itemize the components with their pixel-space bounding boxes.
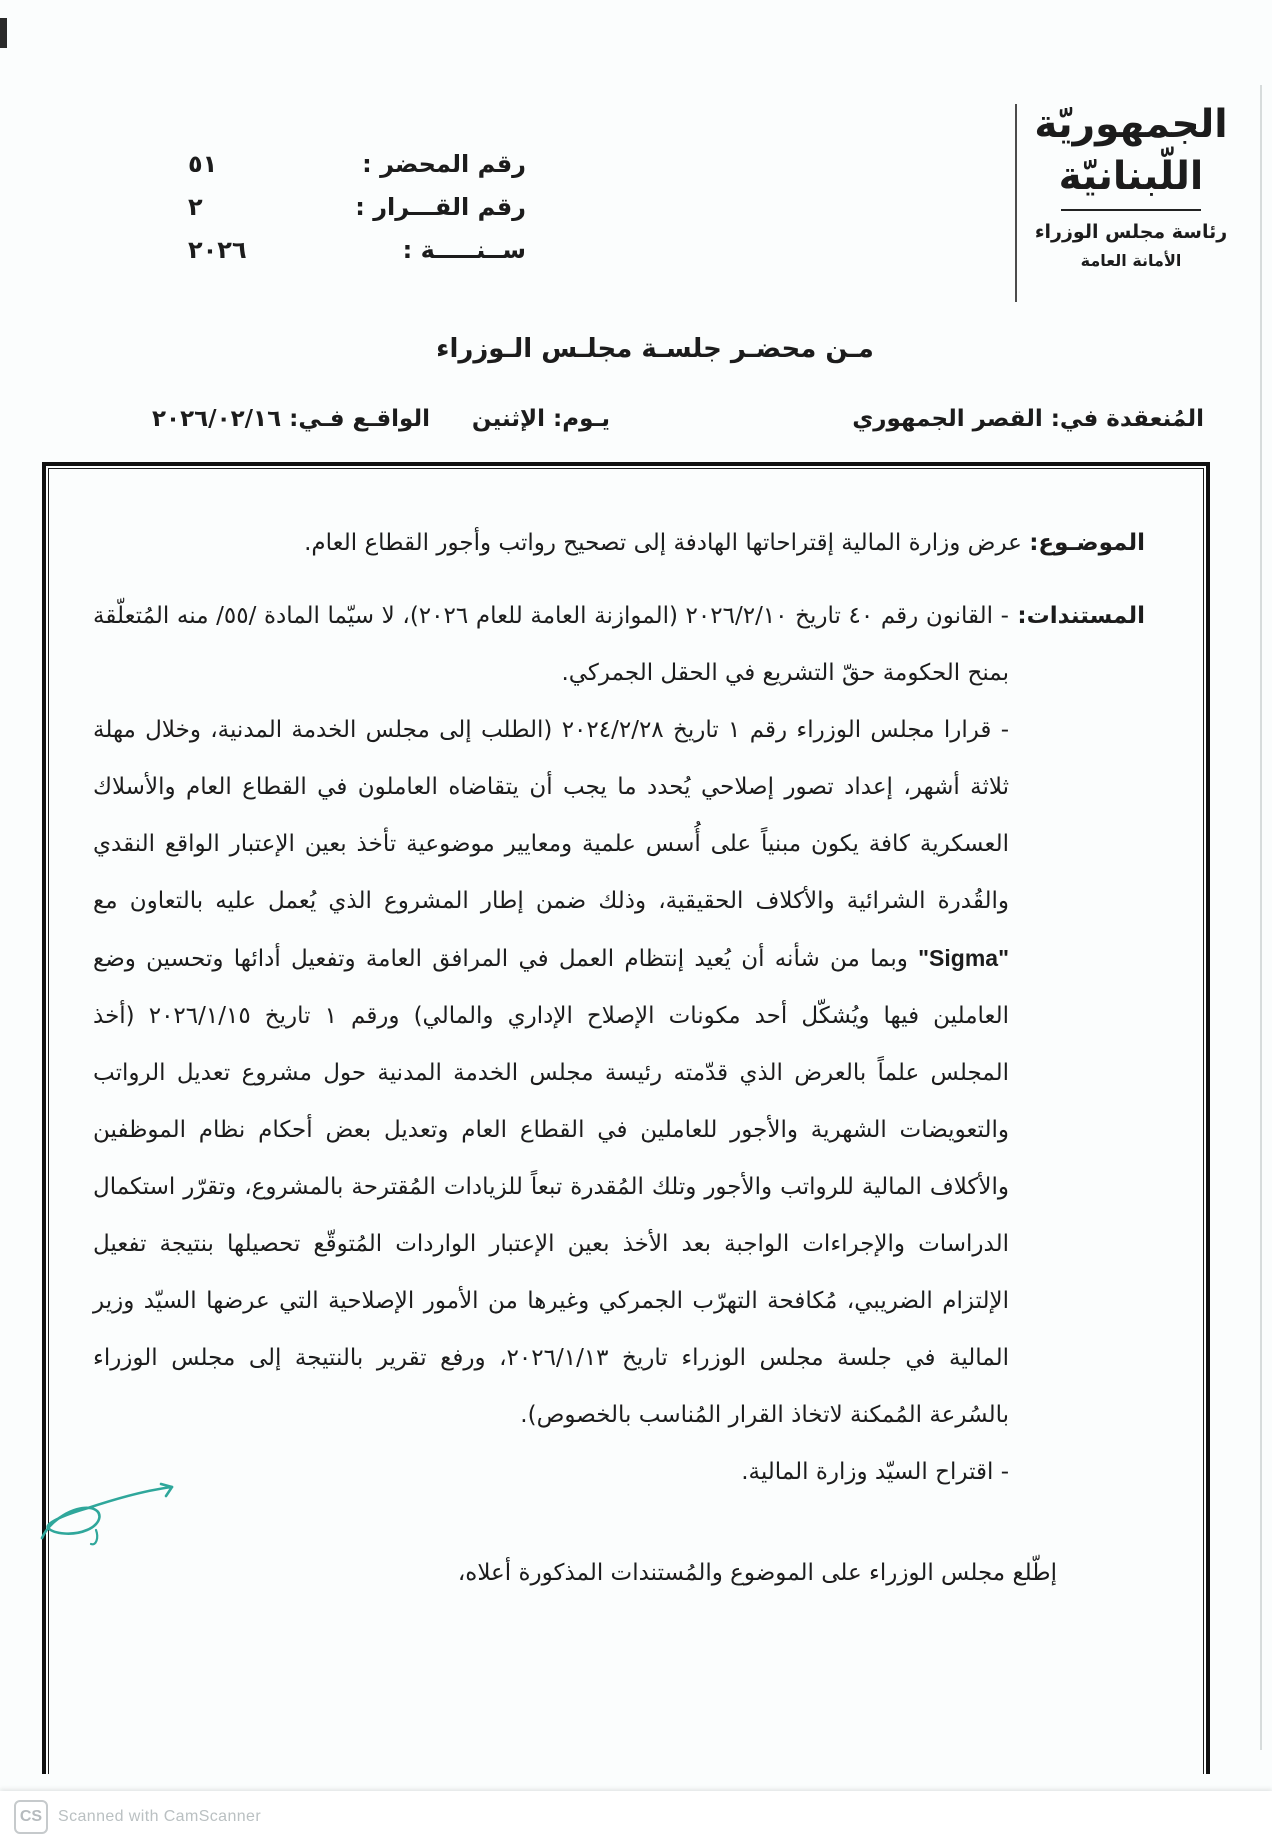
subject-label: الموضـوع:	[1029, 530, 1145, 556]
meeting-day-value: الإثنين	[471, 406, 545, 432]
documents-items	[93, 588, 1009, 1501]
meeting-held-at	[852, 406, 1204, 432]
decision-number-row	[188, 193, 526, 221]
meeting-date	[152, 406, 430, 432]
year-row	[188, 236, 526, 264]
record-number-value: ٥١	[188, 150, 218, 178]
camscanner-logo-icon: CS	[14, 1800, 48, 1834]
header-meta	[188, 150, 526, 279]
scan-artifact-speck	[0, 18, 7, 48]
crest-republic-line1: الجمهوريّة	[1034, 102, 1228, 147]
crest-republic-line2: اللّبنانيّة	[1058, 154, 1204, 199]
documents-section	[93, 588, 1145, 1501]
document-title: مـن محضـر جلسـة مجلـس الـوزراء	[436, 334, 874, 364]
camscanner-watermark-text: Scanned with CamScanner	[58, 1808, 262, 1825]
meeting-info-row	[0, 406, 1272, 446]
year-label: ســنـــــة :	[402, 236, 526, 264]
decision-number-value: ٢	[188, 193, 203, 221]
crest-secretariat: الأمانة العامة	[1080, 251, 1182, 270]
decision-number-label: رقم القـــرار :	[355, 193, 526, 221]
letterhead-divider-line	[1015, 104, 1017, 302]
meeting-held-label: المُنعقدة في:	[1050, 406, 1204, 432]
record-number-label: رقم المحضر :	[362, 150, 526, 178]
crest-presidency: رئاسة مجلس الوزراء	[1034, 221, 1228, 243]
meeting-day-label: يـوم:	[553, 406, 610, 432]
closing-statement: إطّلع مجلس الوزراء على الموضوع والمُستندات المذكورة أعلاه،	[457, 1560, 1057, 1586]
subject-text: عرض وزارة المالية إقتراحاتها الهادفة إلى تصحيح رواتب وأجور القطاع العام.	[304, 530, 1022, 556]
year-value: ٢٠٢٦	[188, 236, 247, 264]
document-item-law: - القانون رقم ٤٠ تاريخ ٢٠٢٦/٢/١٠ (الموازنة العامة للعام ٢٠٢٦)، لا سيّما المادة /٥٥/ منه المُتعلّقة بمنح الحكومة حقّ التشريع في الحقل الجمركي.	[93, 603, 1009, 686]
document-item-decisions	[93, 702, 1009, 1444]
signature-squiggle	[36, 1480, 196, 1560]
record-number-row	[188, 150, 526, 178]
documents-label: المستندات:	[1017, 603, 1145, 629]
meeting-date-value: ٢٠٢٦/٠٢/١٦	[152, 406, 282, 432]
camscanner-strip	[0, 1791, 1272, 1845]
document-item-decisions-text-before: - قرارا مجلس الوزراء رقم ١ تاريخ ٢٠٢٤/٢/٢٨ (الطلب إلى مجلس الخدمة المدنية، وخلال مهلة ثلاثة أشهر، إعداد تصور إصلاحي يُحدد ما يجب أن يتقاضاه العاملون في القطاع العام والأسلاك العسكرية كافة يكون مبنياً على أُسس علمية ومعايير موضوعية تأخذ بعين الإعتبار الواقع النقدي والقُدرة الشرائية والأكلاف الحقيقية، وذلك ضمن إطار المشروع الذي يُعمل عليه بالتعاون مع	[93, 717, 1009, 914]
document-item-proposal: - اقتراح السيّد وزارة المالية.	[741, 1459, 1009, 1485]
content-border-box	[42, 462, 1210, 1774]
letterhead-crest	[1022, 98, 1240, 273]
meeting-date-label: الواقـع فـي:	[289, 406, 430, 432]
sigma-project-name: "Sigma"	[918, 945, 1009, 971]
document-item-decisions-text-after: وبما من شأنه أن يُعيد إنتظام العمل في المرافق العامة وتفعيل أدائها وتحسين وضع العاملين فيها ويُشكّل أحد مكونات الإصلاح الإداري والمالي) ورقم ١ تاريخ ٢٠٢٦/١/١٥ (أخذ المجلس علماً بالعرض الذي قدّمته رئيسة مجلس الخدمة المدنية حول مشروع تعديل الرواتب والتعويضات الشهرية والأجور للعاملين في القطاع العام وتعديل بعض أحكام نظام الموظفين والأكلاف المالية للرواتب والأجور وتلك المُقدرة تبعاً للزيادات المُقترحة بالمشروع، وتقرّر استكمال الدراسات والإجراءات الواجبة بعد الأخذ بعين الإعتبار الواردات المُتوقّع تحصيلها بنتيجة تفعيل الإلتزام الضريبي، مُكافحة التهرّب الجمركي وغيرها من الأمور الإصلاحية التي عرضها السيّد وزير المالية في جلسة مجلس الوزراء تاريخ ٢٠٢٦/١/١٣، ورفع تقرير بالنتيجة إلى مجلس الوزراء بالسُرعة المُمكنة لاتخاذ القرار المُناسب بالخصوص).	[93, 946, 1010, 1428]
subject-paragraph	[93, 515, 1145, 572]
meeting-held-value: القصر الجمهوري	[852, 406, 1043, 432]
crest-rule	[1061, 209, 1201, 211]
meeting-day	[472, 406, 610, 432]
content-area	[48, 468, 1204, 1774]
